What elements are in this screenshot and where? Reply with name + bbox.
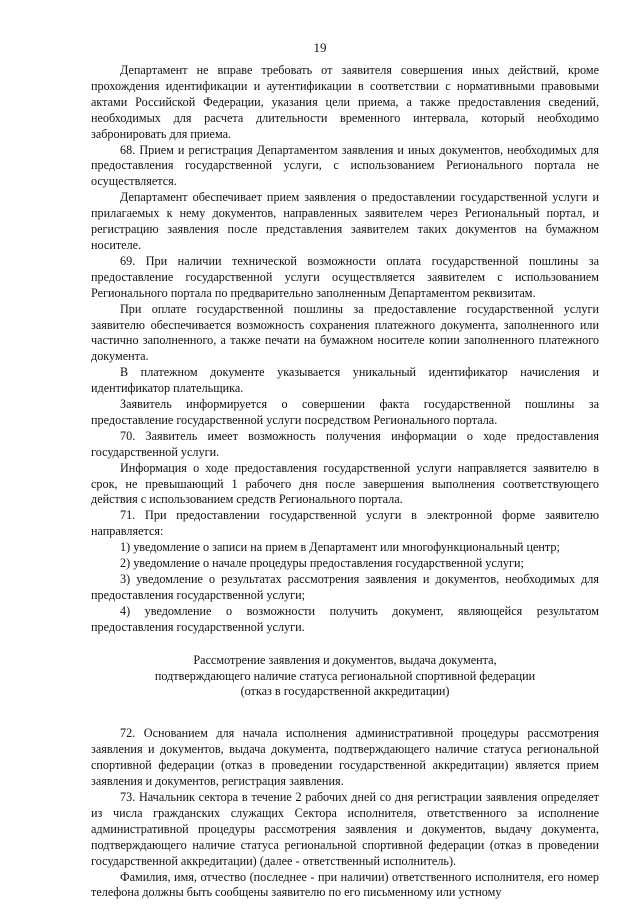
- list-item: 4) уведомление о возможности получить документ, являющейся результатом предоставления государственной услуги.: [91, 603, 599, 634]
- section-heading: [91, 653, 599, 701]
- paragraph-71: 71. При предоставлении государственной услуги в электронной форме заявителю направляется:: [91, 508, 599, 539]
- list-item: 1) уведомление о записи на прием в Департамент или многофункциональный центр;: [120, 540, 560, 555]
- paragraph: В платежном документе указывается уникальный идентификатор начисления и идентификатор плательщика.: [91, 365, 599, 396]
- paragraph: Департамент не вправе требовать от заявителя совершения иных действий, кроме прохождения идентификации и аутентификации в соответствии с нормативными правовыми актами Российской Федерации, указания цели приема, а также предоставления сведений, необходимых для расчета длительности временного интервала, который необходимо забронировать для приема.: [91, 63, 599, 141]
- paragraph-73: 73. Начальник сектора в течение 2 рабочих дней со дня регистрации заявления определяет из числа гражданских служащих Сектора исполнителя, ответственного за исполнение административной процедуры рассмотрения заявления и документов, выдачу документа, подтверждающего наличие статуса региональной спортивной федерации (отказ в проведении государственной аккредитации) (далее - ответственный исполнитель).: [91, 789, 599, 868]
- paragraph-69: 69. При наличии технической возможности оплата государственной пошлины за предоставление государственной услуги осуществляется заявителем с использованием Регионального портала по предварительно заполненным Департаментом реквизитам.: [91, 253, 599, 300]
- section-heading-line: подтверждающего наличие статуса региональной спортивной федерации: [154, 668, 536, 683]
- paragraph: Заявитель информируется о совершении факта государственной пошлины за предоставление государственной услуги посредством Регионального портала.: [91, 397, 599, 427]
- section-heading-line: Рассмотрение заявления и документов, выдача документа,: [193, 652, 497, 667]
- section-heading-line: (отказ в государственной аккредитации): [240, 684, 450, 699]
- paragraph-70: 70. Заявитель имеет возможность получения информации о ходе предоставления государственной услуги.: [91, 428, 599, 459]
- paragraph: При оплате государственной пошлины за предоставление государственной услуги заявителю обеспечивается возможность сохранения платежного документа, заполненного или частично заполненного, а также печати на бумажном носителе копии заполненного платежного документа.: [91, 301, 599, 364]
- paragraph: Информация о ходе предоставления государственной услуги направляется заявителю в срок, не превышающий 1 рабочего дня после завершения выполнения соответствующего действия с использованием средств Регионального портала.: [91, 460, 599, 507]
- paragraph-72: 72. Основанием для начала исполнения административной процедуры рассмотрения заявления и документов, выдача документа, подтверждающего наличие статуса региональной спортивной федерации (отказ в проведении государственной аккредитации) является прием заявления и документов, регистрация заявления.: [91, 726, 599, 789]
- list-item: 2) уведомление о начале процедуры предоставления государственной услуги;: [120, 556, 524, 571]
- paragraph: Фамилия, имя, отчество (последнее - при наличии) ответственного исполнителя, его номер телефона должны быть сообщены заявителю по его письменному или устному: [91, 869, 599, 900]
- page-number: 19: [313, 40, 327, 55]
- list-item: 3) уведомление о результатах рассмотрения заявления и документов, необходимых для предоставления государственной услуги;: [91, 572, 599, 602]
- document-body: [91, 63, 599, 901]
- paragraph: Департамент обеспечивает прием заявления о предоставлении государственной услуги и прилагаемых к нему документов, направленных заявителем через Региональный портал, и регистрацию заявления после представления заявителем таких документов на бумажном носителе.: [91, 190, 599, 252]
- paragraph-68: 68. Прием и регистрация Департаментом заявления и иных документов, необходимых для предоставления государственной услуги, с использованием Регионального портала не осуществляется.: [91, 142, 599, 189]
